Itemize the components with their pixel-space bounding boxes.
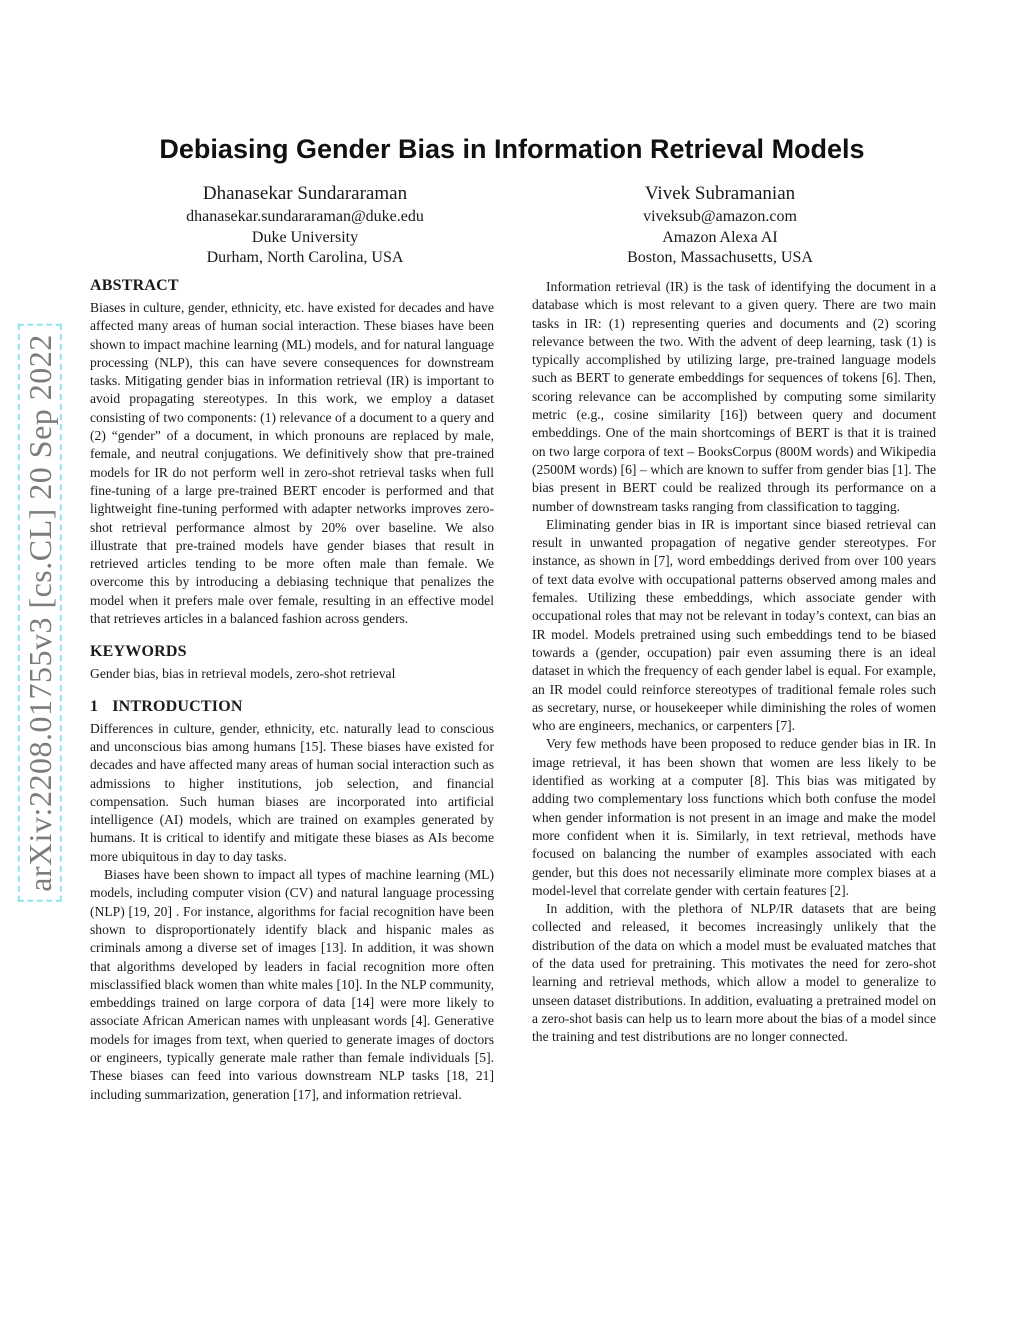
intro-paragraph: Eliminating gender bias in IR is important since biased retrieval can result in unwanted propagation of negative gender stereotypes. For instance, as shown in [7], word embeddings derived from over 100 years of text data evolve with occupational patterns observed among males and females. Utilizing these embeddings, which associate gender with occupational roles that may not be relevant in today’s context, can bias an IR model. Models pretrained using such embeddings tend to be biased towards a (gender, occupation) pair even assuming there is an ideal dataset in which the frequency of each gender label is equal. For example, an IR model could reinforce stereotypes of traditional female roles such as secretary, nurse, or housekeeper while diminishing the roles of women who are engineers, mechanics, or carpenters [7].: [532, 516, 936, 734]
section-number: 1: [90, 697, 99, 715]
author-email[interactable]: viveksub@amazon.com: [643, 208, 797, 225]
arxiv-stamp-text[interactable]: arXiv:2208.01755v3 [cs.CL] 20 Sep 2022: [18, 324, 62, 902]
left-column: [90, 276, 494, 1104]
abstract-heading: ABSTRACT: [90, 277, 179, 294]
author-block-1: [155, 182, 455, 269]
arxiv-stamp: [18, 318, 62, 908]
intro-paragraph: Differences in culture, gender, ethnicity, etc. naturally lead to conscious and unconscious bias among humans [15]. These biases have existed for decades and have affected many areas of human social interaction such as admissions to higher institutions, job selection, and financial compensation. Such human biases are incorporated into artificial intelligence (AI) models, which are trained on examples generated by humans. It is critical to identify and mitigate these biases as AIs become more ubiquitous in day to day tasks.: [90, 720, 494, 864]
author-affiliation: Amazon Alexa AI: [662, 228, 778, 246]
intro-paragraph: Biases have been shown to impact all types of machine learning (ML) models, including computer vision (CV) and natural language processing (NLP) [19, 20] . For instance, algorithms for facial recognition have been shown to disproportionately identify black and hispanic males as criminals among a diverse set of images [13]. In addition, it was shown that algorithms developed by leaders in facial recognition more often misclassified black women than white males [10]. In the NLP community, embeddings trained on large corpora of data [14] were more likely to associate African American names with unpleasant words [4]. Generative models for images from text, when queried to generate images of doctors or engineers, typically generate male rather than female individuals [5]. These biases can feed into various downstream NLP tasks [18, 21] including summarization, generation [17], and information retrieval.: [90, 867, 494, 1102]
abstract-text: Biases in culture, gender, ethnicity, etc. have existed for decades and have affected many areas of human social interaction. These biases have been shown to impact machine learning (ML) models, and for natural language processing (NLP), this can have severe consequences for downstream tasks. Mitigating gender bias in information retrieval (IR) is important to avoid propagating stereotypes. In this work, we employ a dataset consisting of two components: (1) relevance of a document to a query and (2) “gender” of a document, in which pronouns are replaced by male, female, and neutral conjugations. We definitively show that pre-trained models for IR do not perform well in zero-shot retrieval tasks when full fine-tuning of a large pre-trained BERT encoder is performed and that lightweight fine-tuning performed with adapter networks improves zero-shot retrieval performance almost by 20% over baseline. We also illustrate that pre-trained models have gender biases that result in retrieved articles tending to be more often male than female. We overcome this by introducing a debiasing technique that penalizes the model when it prefers male over female, resulting in an effective model that retrieves articles in a balanced fashion across genders.: [90, 300, 494, 627]
author-location: Durham, North Carolina, USA: [206, 249, 404, 266]
author-name: Vivek Subramanian: [644, 183, 796, 204]
right-column: [532, 278, 936, 1046]
introduction-heading: [90, 697, 494, 717]
author-affiliation: Duke University: [251, 228, 359, 246]
keywords-text: Gender bias, bias in retrieval models, zero-shot retrieval: [90, 666, 396, 682]
intro-paragraph: Very few methods have been proposed to reduce gender bias in IR. In image retrieval, it has been shown that women are less likely to be identified as working at a computer [8]. This bias was mitigated by adding two complementary loss functions which both confuse the model when gender information is not present in an image and make the model more confident when it is. Similarly, in text retrieval, methods have focused on balancing the number of examples associated with each gender, but this does not necessarily eliminate more complex biases at a model-level that correlate gender with certain features [2].: [532, 736, 936, 898]
keywords-heading: KEYWORDS: [90, 643, 187, 661]
paper-title: Debiasing Gender Bias in Information Retrieval Models: [159, 134, 865, 164]
intro-paragraph: Information retrieval (IR) is the task of identifying the document in a database which is most relevant to a given query. There are two main tasks in IR: (1) representing queries and documents and (2) scoring relevance between the two. With the advent of deep learning, task (1) is typically accomplished by utilizing large, pre-trained language models such as BERT to generate embeddings for sequences of tokens [6]. Then, scoring relevance can be accomplished by computing some similarity metric (e.g., cosine similarity [16]) between query and document embeddings. One of the main shortcomings of BERT is that it is trained on two large corpora of text – BooksCorpus (800M words) and Wikipedia (2500M words) [6] – which are known to suffer from gender bias [1]. The bias present in BERT could be realized through its performance on a number of downstream tasks ranging from classification to tagging.: [532, 279, 936, 514]
author-email[interactable]: dhanasekar.sundararaman@duke.edu: [186, 208, 424, 225]
author-location: Boston, Massachusetts, USA: [627, 249, 813, 266]
section-title: INTRODUCTION: [112, 697, 243, 715]
intro-paragraph: In addition, with the plethora of NLP/IR datasets that are being collected and released, it becomes increasingly unlikely that the distribution of the data on which a model must be evaluated matches that of the data used for pretraining. This motivates the need for zero-shot learning and retrieval methods, which allow a model to generalize to unseen dataset distributions. In addition, evaluating a pretrained model on a zero-shot basis can help us to learn more about the bias of a model since the training and test distributions are no longer connected.: [532, 901, 936, 1045]
author-block-2: [570, 182, 870, 269]
author-name: Dhanasekar Sundararaman: [202, 183, 408, 204]
